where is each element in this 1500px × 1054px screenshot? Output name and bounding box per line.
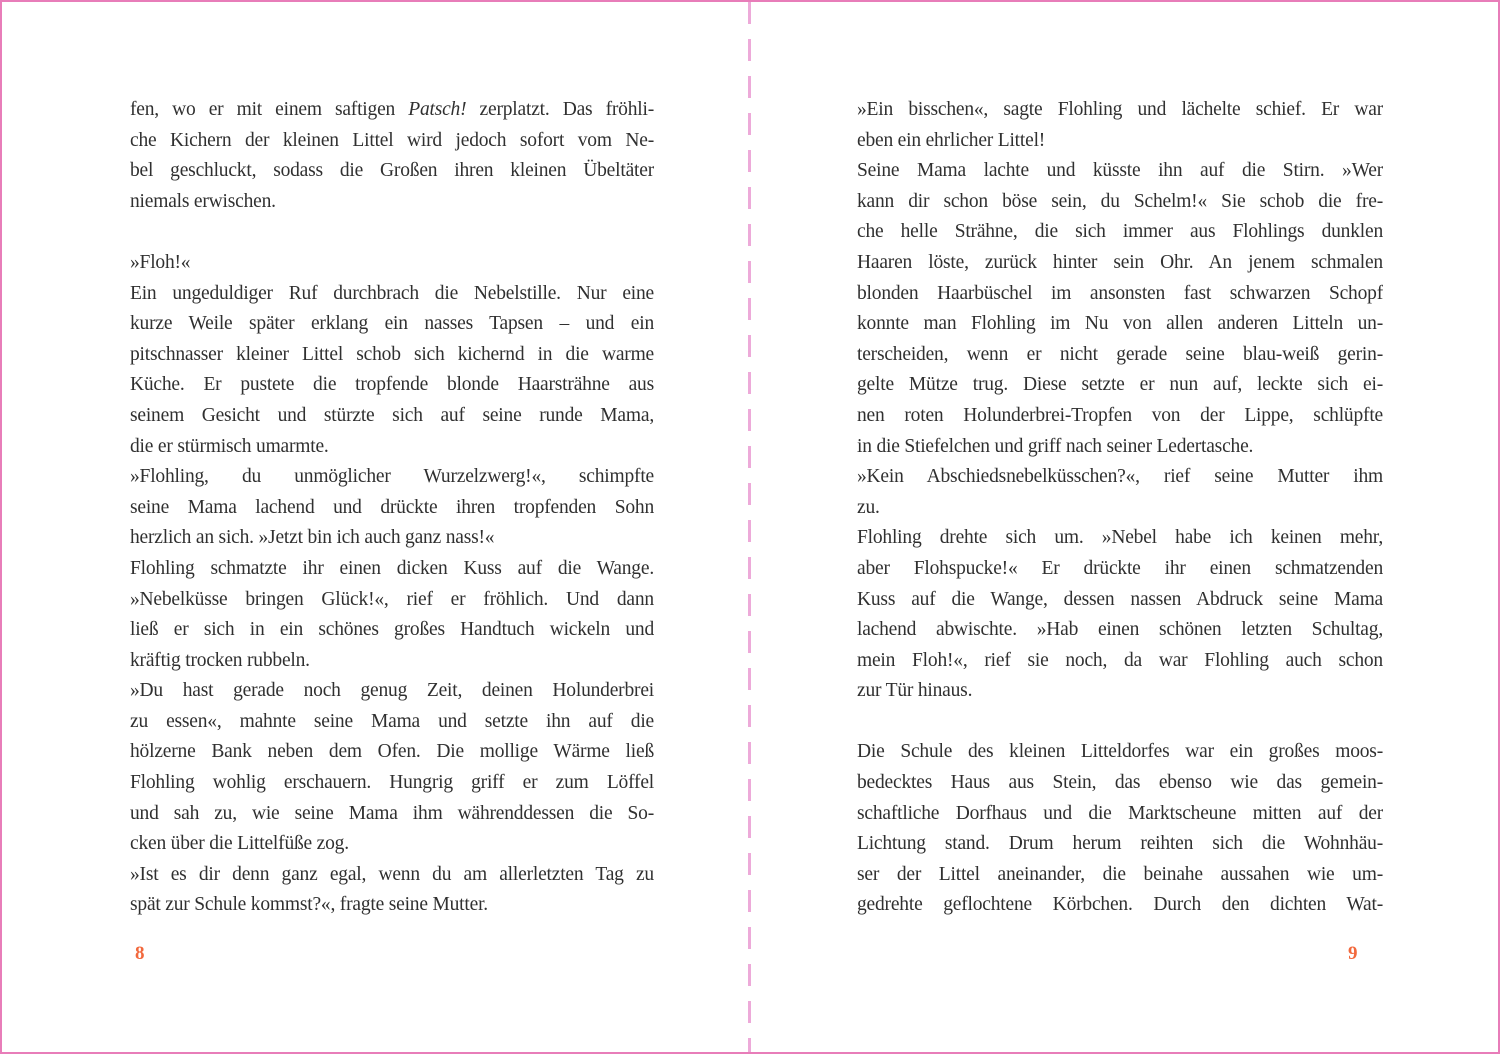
text-line: Die Schule des kleinen Litteldorfes war ein großes moos- (857, 741, 1383, 763)
text-line: Flohling schmatzte ihr einen dicken Kuss auf die Wange. (130, 557, 654, 579)
text-line: Lichtung stand. Drum herum reihten sich die Wohnhäu- (857, 833, 1383, 855)
text-line: ser der Littel aneinander, die beinahe aussahen wie um- (857, 863, 1383, 885)
left-page-number: 8 (135, 943, 145, 964)
text-line: lachend abwischte. »Hab einen schönen letzten Schultag, (857, 619, 1383, 641)
text-line: seinem Gesicht und stürzte sich auf seine runde Mama, (130, 404, 654, 426)
left-page-text-column (130, 95, 654, 921)
text-line: Haaren löste, zurück hinter sein Ohr. An jenem schmalen (857, 251, 1383, 273)
text-line: nen roten Holunderbrei-Tropfen von der Lippe, schlüpfte (857, 404, 1383, 426)
text-line: in die Stiefelchen und griff nach seiner Ledertasche. (857, 435, 1254, 457)
text-line: cken über die Littelfüße zog. (130, 833, 349, 855)
text-line: fen, wo er mit einem saftigen Patsch! zerplatzt. Das fröhli- (130, 99, 654, 120)
text-line: gelte Mütze trug. Diese setzte er nun auf, leckte sich ei- (857, 374, 1383, 396)
text-line: kräftig trocken rubbeln. (130, 649, 310, 671)
text-line: zu. (857, 496, 880, 518)
text-line: Küche. Er pustete die tropfende blonde Haarsträhne aus (130, 374, 654, 396)
text-line: herzlich an sich. »Jetzt bin ich auch ganz nass!« (130, 527, 495, 549)
text-line: »Du hast gerade noch genug Zeit, deinen Holunderbrei (130, 680, 654, 702)
text-line: »Floh!« (130, 251, 191, 273)
text-line: Flohling drehte sich um. »Nebel habe ich keinen mehr, (857, 527, 1383, 549)
text-line (130, 217, 654, 248)
text-line: pitschnasser kleiner Littel schob sich kichernd in die warme (130, 343, 654, 365)
text-line: che helle Strähne, die sich immer aus Flohlings dunklen (857, 221, 1383, 243)
text-line: Kuss auf die Wange, dessen nassen Abdruck seine Mama (857, 588, 1383, 610)
text-line: terscheiden, wenn er nicht gerade seine blau-weiß gerin- (857, 343, 1383, 365)
text-line: spät zur Schule kommst?«, fragte seine Mutter. (130, 894, 488, 916)
text-line: zu essen«, mahnte seine Mama und setzte ihn auf die (130, 710, 654, 732)
text-line: bel geschluckt, sodass die Großen ihren kleinen Übeltäter (130, 160, 654, 182)
text-line: schaftliche Dorfhaus und die Marktscheune mitten auf der (857, 802, 1383, 824)
text-line: Flohling wohlig erschauern. Hungrig griff er zum Löffel (130, 772, 654, 794)
right-page-text-column (857, 95, 1383, 921)
text-line: ließ er sich in ein schönes großes Handtuch wickeln und (130, 619, 654, 641)
page-fold-dashed-line (748, 2, 751, 1052)
text-line: »Flohling, du unmöglicher Wurzelzwerg!«, schimpfte (130, 466, 654, 488)
text-line: zur Tür hinaus. (857, 680, 973, 702)
text-line: Ein ungeduldiger Ruf durchbrach die Nebelstille. Nur eine (130, 282, 654, 304)
text-line: »Ein bisschen«, sagte Flohling und lächelte schief. Er war (857, 99, 1383, 120)
text-line: »Ist es dir denn ganz egal, wenn du am allerletzten Tag zu (130, 863, 654, 885)
text-line: kann dir schon böse sein, du Schelm!« Sie schob die fre- (857, 190, 1383, 212)
text-line: kurze Weile später erklang ein nasses Tapsen – und ein (130, 313, 654, 335)
text-line: »Nebelküsse bringen Glück!«, rief er fröhlich. Und dann (130, 588, 654, 610)
text-line: gedrehte geflochtene Körbchen. Durch den dichten Wat- (857, 894, 1383, 916)
text-line: seine Mama lachend und drückte ihren tropfenden Sohn (130, 496, 654, 518)
text-line: Seine Mama lachte und küsste ihn auf die Stirn. »Wer (857, 160, 1383, 182)
text-line: die er stürmisch umarmte. (130, 435, 329, 457)
text-line: bedecktes Haus aus Stein, das ebenso wie das gemein- (857, 772, 1383, 794)
text-line: che Kichern der kleinen Littel wird jedoch sofort vom Ne- (130, 129, 654, 151)
text-line: »Kein Abschiedsnebelküsschen?«, rief seine Mutter ihm (857, 466, 1383, 488)
text-line: und sah zu, wie seine Mama ihm währenddessen die So- (130, 802, 654, 824)
text-line: mein Floh!«, rief sie noch, da war Flohling auch schon (857, 649, 1383, 671)
text-line: konnte man Flohling im Nu von allen anderen Litteln un- (857, 313, 1383, 335)
text-line: niemals erwischen. (130, 190, 276, 212)
text-line: aber Flohspucke!« Er drückte ihr einen schmatzenden (857, 557, 1383, 579)
text-line (857, 707, 1383, 738)
text-line: hölzerne Bank neben dem Ofen. Die mollige Wärme ließ (130, 741, 654, 763)
right-page-number: 9 (1348, 943, 1358, 964)
text-line: eben ein ehrlicher Littel! (857, 129, 1046, 151)
text-line: blonden Haarbüschel im ansonsten fast schwarzen Schopf (857, 282, 1383, 304)
